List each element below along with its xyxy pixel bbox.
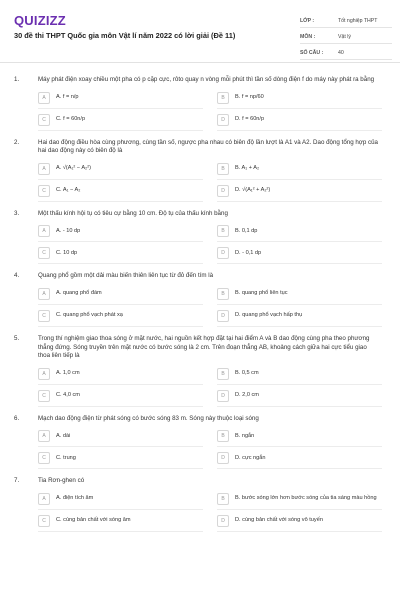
- option-letter-box: C: [38, 452, 50, 464]
- option-text: B. quang phổ liên tục: [235, 290, 288, 297]
- answer-option-c[interactable]: [38, 113, 203, 131]
- question-head: [14, 76, 386, 85]
- option-text: D. - 0,1 dp: [235, 249, 262, 256]
- answer-option-a[interactable]: [38, 287, 203, 305]
- option-letter-box: B: [217, 493, 229, 505]
- option-letter-box: A: [38, 163, 50, 175]
- answer-options: [14, 162, 386, 202]
- answer-options: [14, 91, 386, 131]
- option-letter-box: D: [217, 310, 229, 322]
- answer-option-a[interactable]: [38, 492, 203, 510]
- answer-option-b[interactable]: [217, 367, 382, 385]
- option-text: D. quang phổ vạch hấp thụ: [235, 312, 303, 319]
- answer-option-a[interactable]: [38, 162, 203, 180]
- question-1: [0, 76, 400, 131]
- answer-options: [14, 367, 386, 407]
- answer-option-c[interactable]: [38, 246, 203, 264]
- option-text: A. điện tích âm: [56, 495, 94, 502]
- answer-option-d[interactable]: [217, 514, 382, 532]
- option-letter-box: D: [217, 114, 229, 126]
- option-text: C. cùng bản chất với sóng âm: [56, 517, 131, 524]
- answer-option-d[interactable]: [217, 246, 382, 264]
- answer-option-d[interactable]: [217, 451, 382, 469]
- option-text: B. 0,5 cm: [235, 370, 259, 377]
- answer-option-b[interactable]: [217, 224, 382, 242]
- option-letter-box: B: [217, 92, 229, 104]
- answer-option-c[interactable]: [38, 389, 203, 407]
- option-text: C. trung: [56, 454, 76, 461]
- option-letter-box: C: [38, 310, 50, 322]
- answer-option-d[interactable]: [217, 389, 382, 407]
- question-7: [0, 477, 400, 532]
- option-text: B. bước sóng lớn hơn bước sóng của tia sáng màu hồng: [235, 495, 377, 502]
- option-letter-box: D: [217, 452, 229, 464]
- answer-option-b[interactable]: [217, 91, 382, 109]
- option-text: A. 1,0 cm: [56, 370, 80, 377]
- question-5: [0, 335, 400, 407]
- option-letter-box: A: [38, 225, 50, 237]
- answer-options: [14, 429, 386, 469]
- option-letter-box: C: [38, 515, 50, 527]
- question-head: [14, 139, 386, 156]
- question-head: [14, 210, 386, 219]
- option-text: B. A₁ + A₂: [235, 165, 260, 172]
- option-letter-box: C: [38, 185, 50, 197]
- question-number: 5.: [14, 334, 20, 342]
- meta-value: Tốt nghiệp THPT: [338, 17, 378, 24]
- question-text: Mạch dao động điện từ phát sóng có bước sóng 83 m. Sóng này thuộc loại sóng: [38, 414, 259, 422]
- question-text: Tia Rơn-ghen có: [38, 477, 85, 485]
- option-letter-box: D: [217, 515, 229, 527]
- question-2: [0, 139, 400, 202]
- meta-row-subject: [300, 30, 392, 44]
- question-text: Quang phổ gồm một dải màu biến thiên liên tục từ đỏ đến tím là: [38, 272, 214, 280]
- option-letter-box: B: [217, 288, 229, 300]
- meta-row-class: [300, 14, 392, 28]
- question-number: 3.: [14, 209, 20, 217]
- option-text: C. 4,0 cm: [56, 392, 80, 399]
- option-letter-box: C: [38, 390, 50, 402]
- option-letter-box: D: [217, 390, 229, 402]
- question-head: [14, 272, 386, 281]
- answer-option-c[interactable]: [38, 184, 203, 202]
- option-letter-box: A: [38, 493, 50, 505]
- option-text: C. quang phổ vạch phát xạ: [56, 312, 123, 319]
- answer-option-d[interactable]: [217, 184, 382, 202]
- answer-option-c[interactable]: [38, 309, 203, 327]
- option-letter-box: B: [217, 163, 229, 175]
- meta-label: SỐ CÂU :: [300, 49, 324, 56]
- option-text: D. cùng bản chất với sóng vô tuyến: [235, 517, 323, 524]
- option-text: C. A₁ − A₂: [56, 187, 81, 194]
- option-text: C. f = 60n/p: [56, 116, 86, 123]
- answer-option-a[interactable]: [38, 367, 203, 385]
- question-text: Máy phát điện xoay chiều một pha có p cặp cực, rôto quay n vòng mỗi phút thì tần số dòng điện f do máy này phát ra bằng: [38, 76, 375, 83]
- option-text: A. √(A₁² − A₂²): [56, 165, 91, 172]
- question-number: 2.: [14, 138, 20, 146]
- question-head: [14, 477, 386, 486]
- question-number: 6.: [14, 414, 20, 422]
- worksheet-header: [0, 0, 400, 63]
- option-letter-box: C: [38, 114, 50, 126]
- option-letter-box: A: [38, 288, 50, 300]
- option-text: D. cực ngắn: [235, 454, 266, 461]
- option-letter-box: B: [217, 430, 229, 442]
- meta-label: LỚP :: [300, 17, 315, 24]
- option-text: D. f = 60n/p: [235, 116, 265, 123]
- question-4: [0, 272, 400, 327]
- question-number: 1.: [14, 76, 20, 83]
- answer-option-b[interactable]: [217, 492, 382, 510]
- meta-row-question-count: [300, 46, 392, 60]
- question-text: Một thấu kính hội tụ có tiêu cự bằng 10 cm. Độ tụ của thấu kính bằng: [38, 209, 228, 217]
- option-letter-box: B: [217, 225, 229, 237]
- answer-option-b[interactable]: [217, 429, 382, 447]
- answer-option-b[interactable]: [217, 287, 382, 305]
- option-letter-box: B: [217, 368, 229, 380]
- option-letter-box: A: [38, 92, 50, 104]
- option-text: B. ngắn: [235, 432, 255, 439]
- option-text: A. f = n/p: [56, 94, 79, 101]
- option-text: B. 0,1 dp: [235, 227, 258, 234]
- answer-option-a[interactable]: [38, 429, 203, 447]
- meta-value: 40: [338, 49, 344, 56]
- option-text: D. 2,0 cm: [235, 392, 259, 399]
- answer-option-c[interactable]: [38, 514, 203, 532]
- option-text: A. - 10 dp: [56, 227, 81, 234]
- option-letter-box: D: [217, 247, 229, 259]
- option-text: A. quang phổ đám: [56, 290, 102, 297]
- answer-options: [14, 224, 386, 264]
- worksheet-meta: [300, 14, 392, 62]
- answer-option-a[interactable]: [38, 224, 203, 242]
- document-title: 30 đề thi THPT Quốc gia môn Vật lí năm 2022 có lời giải (Đề 11): [14, 31, 236, 40]
- question-number: 4.: [14, 272, 20, 280]
- option-letter-box: D: [217, 185, 229, 197]
- answer-options: [14, 492, 386, 532]
- question-head: [14, 415, 386, 424]
- option-text: A. dài: [56, 432, 71, 439]
- option-text: D. √(A₁² + A₂²): [235, 187, 271, 194]
- question-text: Hai dao động điều hòa cùng phương, cùng tần số, ngược pha nhau có biên độ lần lượt là A1 và A2. Dao động tổng hợp của hai dao động này có biên độ là: [38, 138, 378, 155]
- meta-value: Vật lý: [338, 33, 351, 40]
- option-letter-box: C: [38, 247, 50, 259]
- option-text: B. f = np/60: [235, 94, 264, 101]
- question-text: Trong thí nghiệm giao thoa sóng ở mặt nước, hai nguồn kết hợp đặt tại hai điểm A và B dao động cùng pha theo phương thẳng đứng. Sóng truyền trên mặt nước có bước sóng là 2 cm. Trên đoạn thẳng AB, khoảng cách giữa hai cực tiểu giao thoa liên tiếp là: [38, 334, 370, 360]
- answer-option-b[interactable]: [217, 162, 382, 180]
- question-list: [0, 76, 400, 540]
- question-6: [0, 415, 400, 470]
- answer-option-d[interactable]: [217, 113, 382, 131]
- answer-options: [14, 287, 386, 327]
- answer-option-c[interactable]: [38, 451, 203, 469]
- quizizz-logo: QUIZIZZ: [14, 13, 66, 28]
- question-head: [14, 335, 386, 361]
- option-letter-box: A: [38, 430, 50, 442]
- option-letter-box: A: [38, 368, 50, 380]
- meta-label: MÔN :: [300, 33, 316, 40]
- question-number: 7.: [14, 477, 20, 485]
- question-3: [0, 210, 400, 265]
- answer-option-d[interactable]: [217, 309, 382, 327]
- answer-option-a[interactable]: [38, 91, 203, 109]
- option-text: C. 10 dp: [56, 249, 78, 256]
